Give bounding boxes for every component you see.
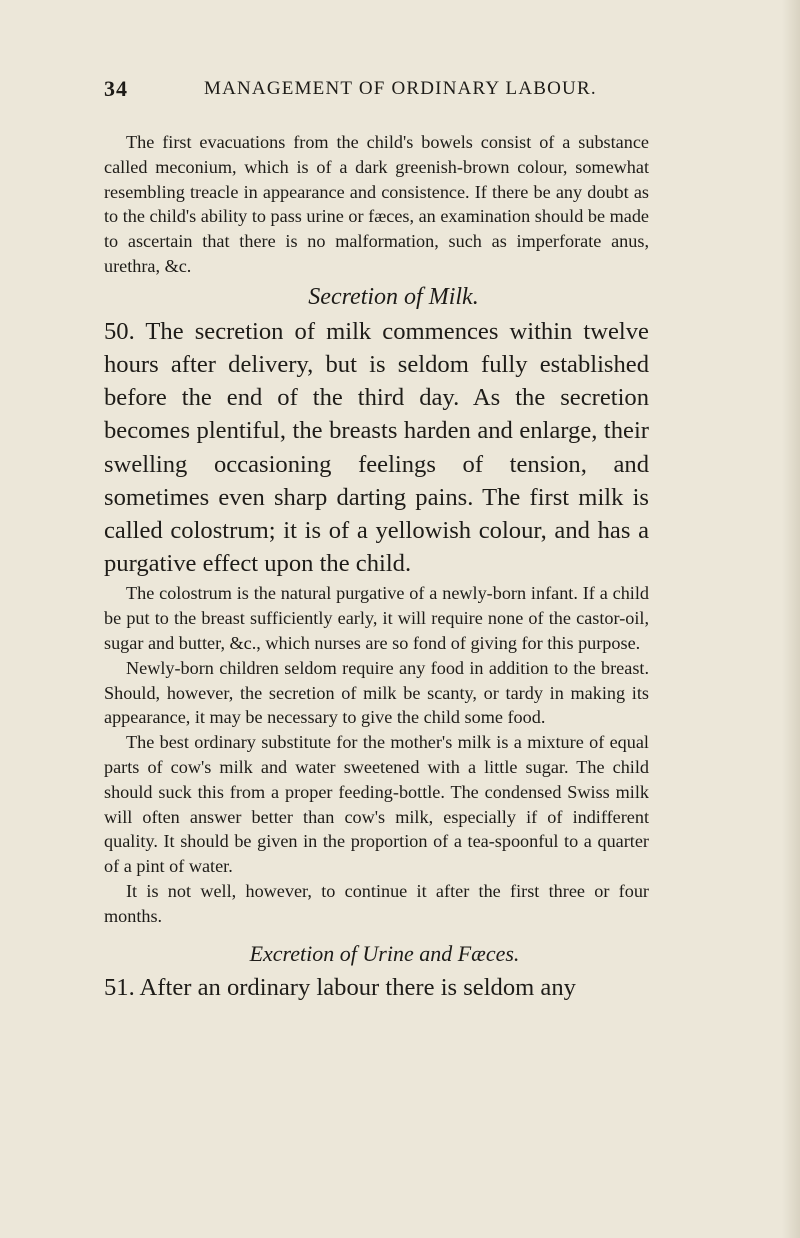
- paragraph-51-text: After an ordinary labour there is seldom any: [139, 973, 576, 1001]
- page-edge-shadow: [782, 0, 800, 1238]
- page-number: 34: [104, 76, 128, 101]
- paragraph-number-50: 50.: [104, 317, 135, 345]
- section-heading-excretion: Excretion of Urine and Fæces.: [249, 940, 520, 966]
- paragraph-newly-born: Newly-born children seldom require any food in addition to the breast. Should, however, the secretion of milk be scanty, or tardy in making its appearance, it may be necessary to give the child some food.: [104, 657, 649, 728]
- running-head: MANAGEMENT OF ORDINARY LABOUR.: [204, 78, 597, 99]
- paragraph-50-text: The secretion of milk commences within twelve hours after delivery, but is seldom fully established before the end of the third day. As the secretion becomes plentiful, the breasts harden and enlarge, their swelling occasioning feelings of tension, and sometimes even sharp darting pains. The first milk is called colostrum; it is of a yellowish colour, and has a purgative effect upon the child.: [104, 317, 649, 578]
- paragraph-number-51: 51.: [104, 973, 135, 1001]
- paragraph-first-evacuations: The first evacuations from the child's bowels consist of a substance called meconium, which is of a dark greenish-brown colour, somewhat resembling treacle in appearance and consistence. If there be any doubt as to the child's ability to pass urine or fæces, an examination should be made to ascertain that there is no malformation, such as imperforate anus, urethra, &c.: [104, 132, 649, 276]
- paragraph-substitute: The best ordinary substitute for the mother's milk is a mixture of equal parts of cow's milk and water sweetened with a little sugar. The child should suck this from a proper feeding-bottle. The condensed Swiss milk will often answer better than cow's milk, especially if of indifferent quality. It should be given in the proportion of a tea-spoonful to a quarter of a pint of water.: [104, 732, 649, 877]
- paragraph-colostrum: The colostrum is the natural purgative of a newly-born infant. If a child be put to the breast sufficiently early, it will require none of the castor-oil, sugar and butter, &c., which nurses are so fond of giving for this purpose.: [104, 583, 649, 653]
- section-heading-secretion-of-milk: Secretion of Milk.: [308, 283, 479, 310]
- paragraph-51: [104, 971, 649, 1004]
- page-body: [104, 130, 649, 1004]
- paragraph-continue: It is not well, however, to continue it after the first three or four months.: [104, 880, 649, 926]
- paragraph-50: [104, 315, 649, 581]
- page-header: [104, 76, 644, 106]
